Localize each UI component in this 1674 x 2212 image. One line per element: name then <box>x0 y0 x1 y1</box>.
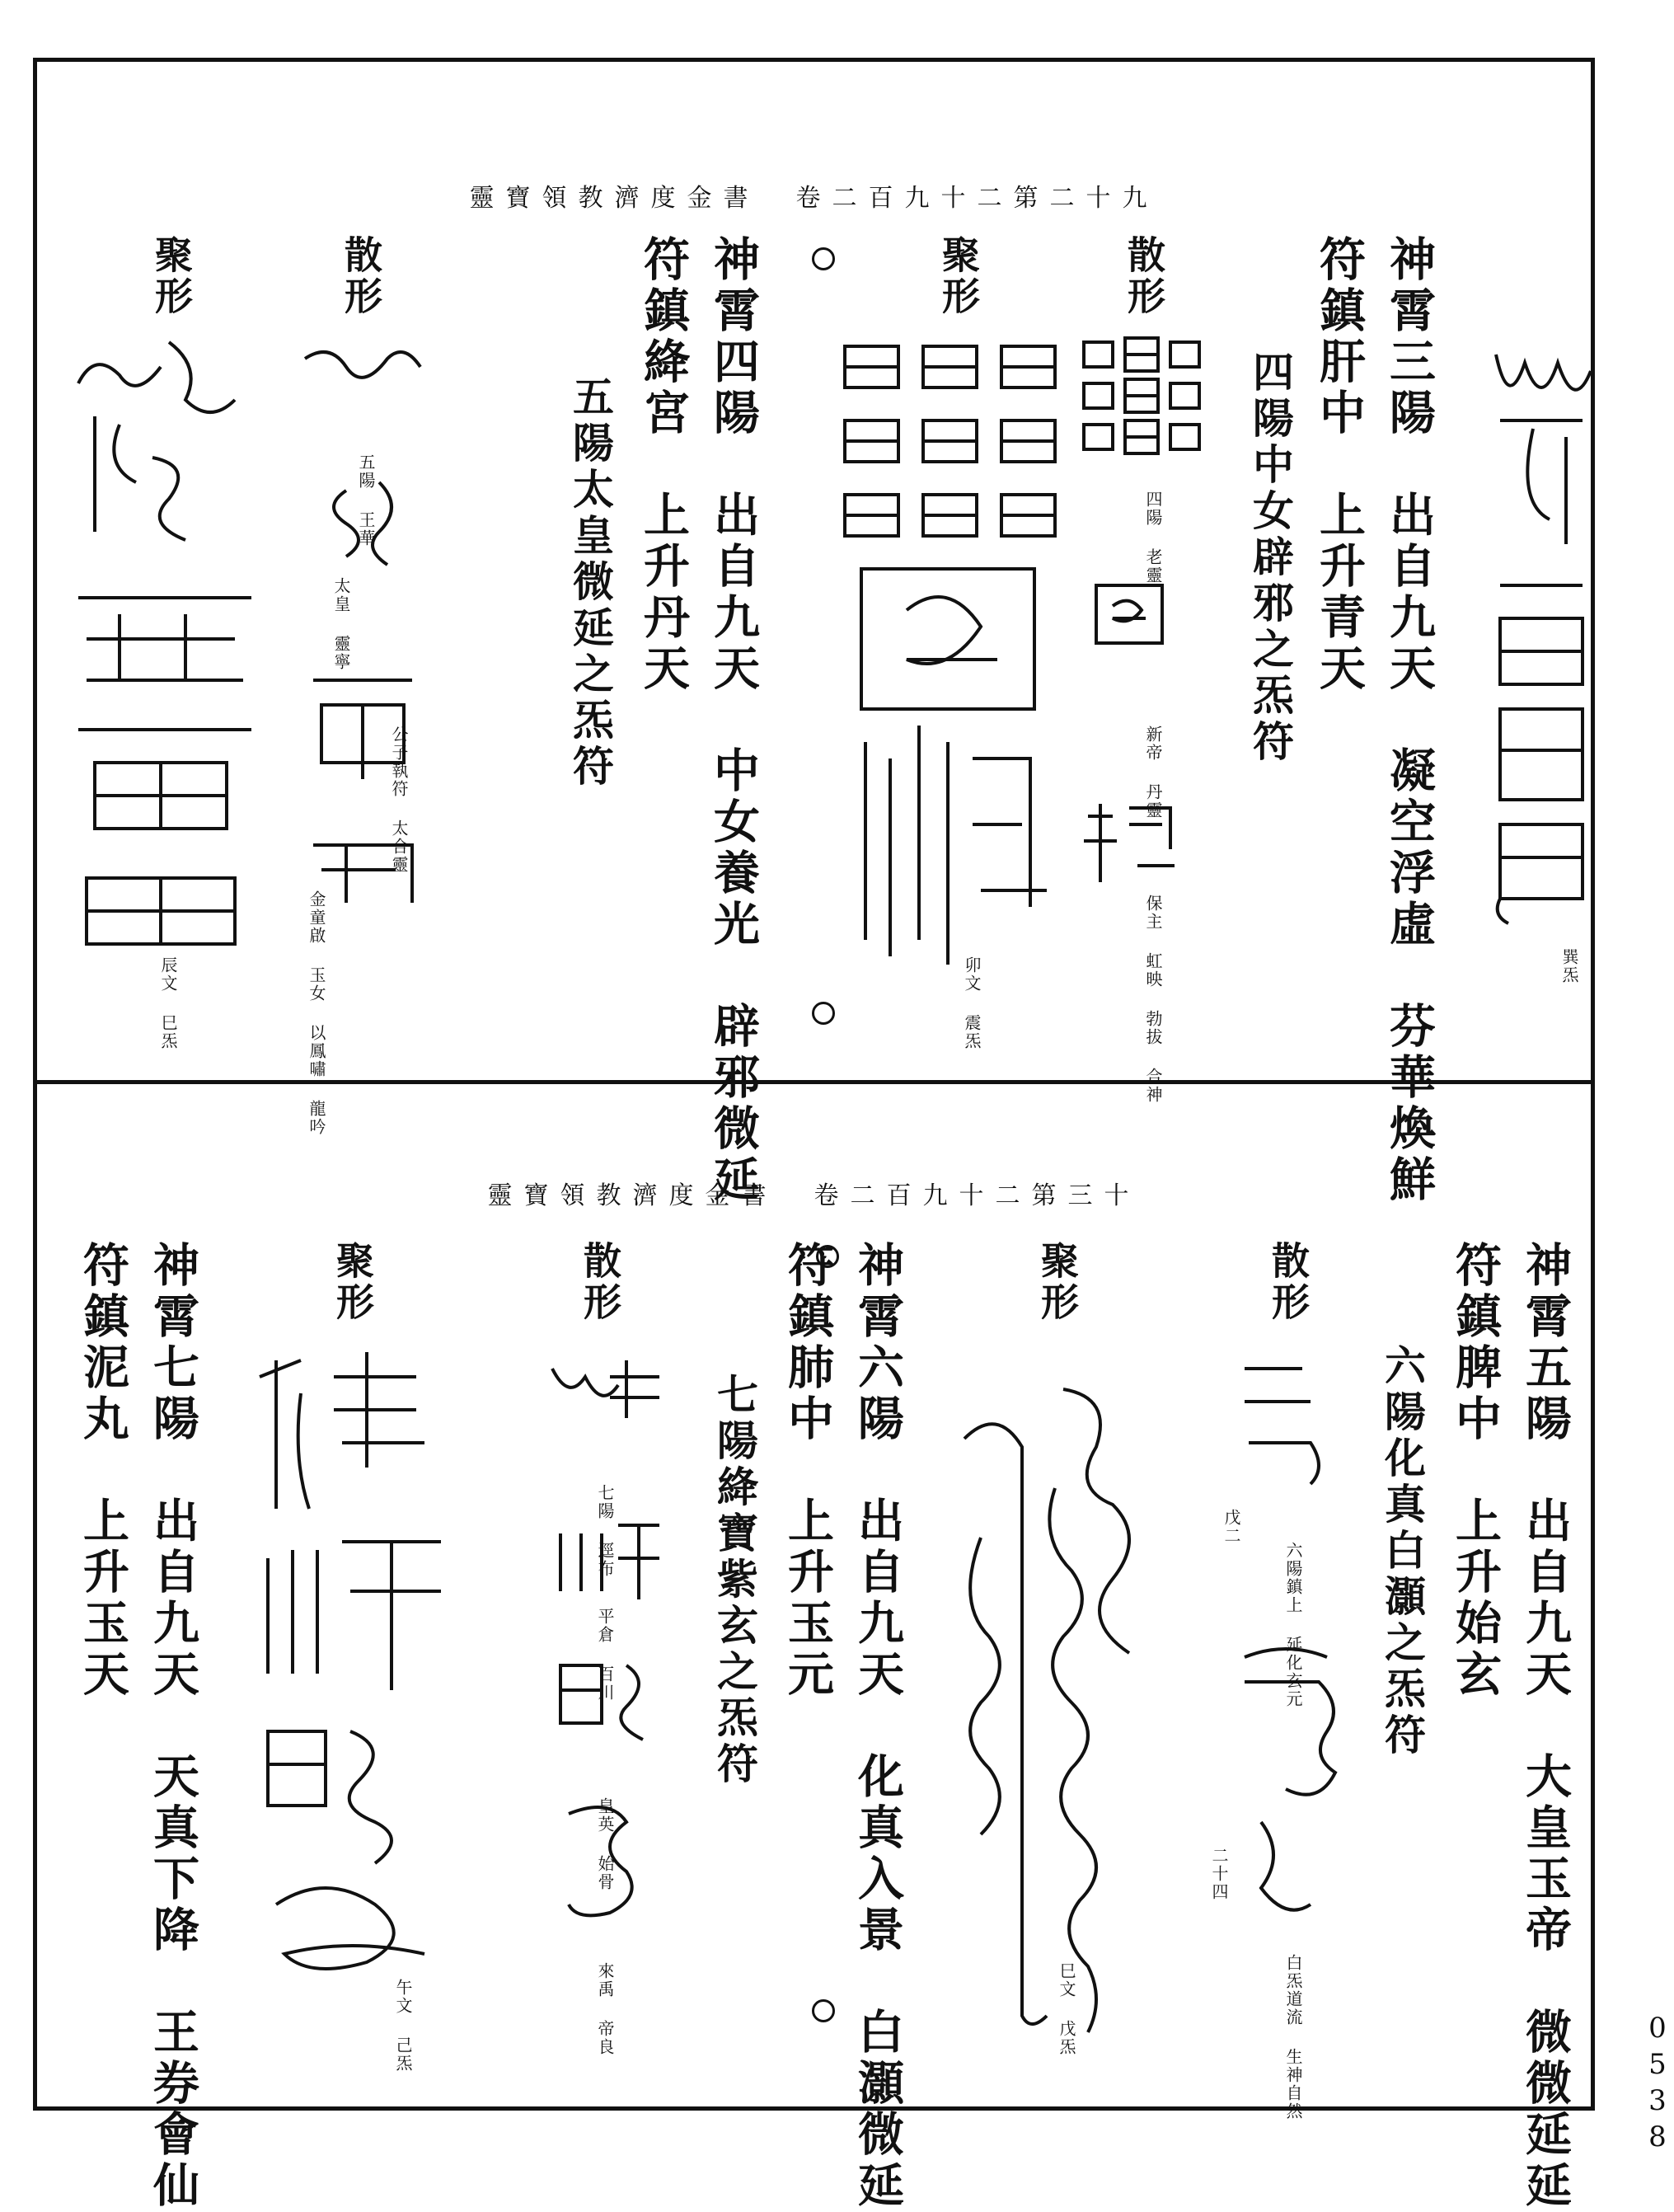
label-laimao: 來禹 帝良 <box>595 1962 615 2056</box>
top-verse-column-4: 符鎮絳宮 上升丹天 <box>636 235 691 695</box>
label-jinding: 金童啟 玉女 以鳳嘯 龍吟 <box>307 890 326 1136</box>
page-number: 0538 <box>1641 2012 1674 2157</box>
label-siyang: 四陽 老靈 <box>1143 491 1163 585</box>
sanxing-spiral-glyph <box>1092 581 1166 647</box>
label-pingce: 平倉 百川 <box>595 1608 615 1702</box>
top-talisman-title-1: 四陽中女辟邪之炁符 <box>1246 350 1295 766</box>
sanxing-grid-glyph <box>1080 334 1203 474</box>
top-verse-column-3: 神霄四陽 出自九天 中女養光 辟邪微延 <box>706 235 761 1206</box>
bottom-sanxing-label-1: 散形 <box>1266 1241 1311 1323</box>
top-sanxing-label-2: 散形 <box>339 235 383 317</box>
bottom-talisman-title-1: 六陽化真白灝之炁符 <box>1378 1344 1427 1759</box>
top-juxing-label-2: 聚形 <box>149 235 194 317</box>
label-qiyang: 七陽 逕布 <box>595 1484 615 1578</box>
label-bai: 白炁道流 生神自然 <box>1283 1954 1303 2120</box>
talisman-juxing-glyph <box>1484 338 1607 932</box>
bottom-verse-column-4: 符鎮肺中 上升玉元 <box>781 1241 835 1701</box>
label-xunqi: 巽炁 <box>1559 948 1579 984</box>
bottom-verse-column-1: 神霄五陽 出自九天 大皇玉帝 微微延延 <box>1518 1241 1573 2212</box>
label-gongzi: 公子執符 太合靈 <box>389 726 409 874</box>
bottom-verse-column-5: 神霄七陽 出自九天 天真下降 王券會仙 <box>146 1241 200 2212</box>
label-ershisi: 二十四 <box>1209 1847 1229 1901</box>
juxing-wave-glyph <box>70 334 260 960</box>
top-page-header: 靈寶領教濟度金書 卷二百九十二第二十九 <box>469 184 1159 213</box>
juxing-seven-glyph <box>251 1344 466 1987</box>
binding-hole <box>812 1002 835 1025</box>
label-liuyang: 六陽鎮上 延化玄元 <box>1283 1542 1303 1708</box>
binding-hole <box>812 1999 835 2022</box>
top-juxing-label-1: 聚形 <box>936 235 981 317</box>
bottom-page-header: 靈寶領教濟度金書 卷二百九十二第三十 <box>487 1181 1141 1210</box>
bottom-verse-column-3: 神霄六陽 出自九天 化真入景 白灝微延 <box>851 1241 905 2212</box>
sanxing-branch-glyph <box>1080 800 1179 890</box>
label-xindi: 新帝 丹靈 <box>1143 726 1163 820</box>
bottom-talisman-title-2: 七陽絳寶紫玄之炁符 <box>710 1373 759 1788</box>
label-huangying: 皇英 始骨 <box>595 1797 615 1891</box>
juxing-grid-glyph <box>841 330 1067 973</box>
binding-hole <box>812 247 835 270</box>
bottom-sanxing-label-2: 散形 <box>578 1241 622 1323</box>
bottom-juxing-label-2: 聚形 <box>331 1241 375 1323</box>
label-mao: 卯文 震炁 <box>962 956 982 1050</box>
label-chen: 辰文 巳炁 <box>158 956 178 1050</box>
label-wuyang: 五陽 王華 <box>356 453 376 547</box>
label-wu: 午文 己炁 <box>393 1979 413 2073</box>
juxing-serpent-glyph <box>948 1373 1162 2049</box>
label-si: 巳文 戊炁 <box>1057 1962 1076 2056</box>
label-baozhu: 保主 虹映 勃拔 合神 <box>1143 895 1163 1104</box>
bottom-verse-column-6: 符鎮泥丸 上升玉天 <box>76 1241 130 1701</box>
top-talisman-title-2: 五陽太皇微延之炁符 <box>566 375 615 791</box>
top-verse-column-1: 神霄三陽 出自九天 凝空浮虛 芬華煥鮮 <box>1382 235 1437 1206</box>
top-sanxing-label-1: 散形 <box>1122 235 1166 317</box>
label-taihuang: 太皇 靈寧 <box>331 577 351 671</box>
top-verse-column-2: 符鎮肝中 上升青天 <box>1312 235 1367 695</box>
bottom-juxing-label-1: 聚形 <box>1035 1241 1080 1323</box>
bottom-verse-column-2: 符鎮脾中 上升始玄 <box>1448 1241 1503 1701</box>
label-wuer: 戊二 <box>1222 1509 1241 1545</box>
page-divider <box>33 1080 1595 1084</box>
